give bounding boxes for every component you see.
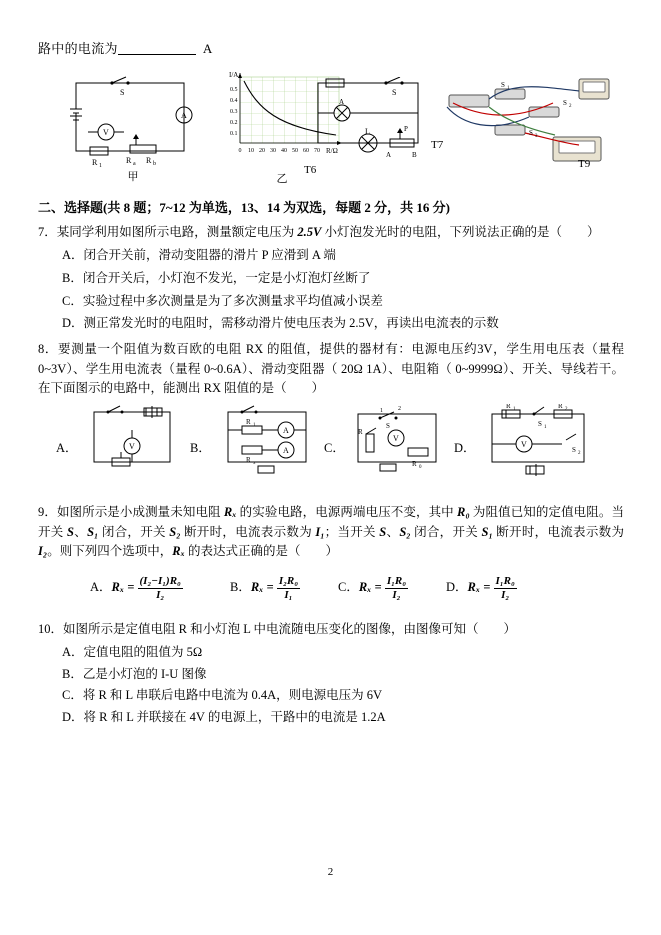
q9-fc-lhs: Rₓ = — [358, 580, 382, 595]
svg-text:50: 50 — [292, 147, 298, 154]
q8-choice-b-figure — [220, 404, 314, 480]
q9-s1: S₁ — [87, 524, 99, 539]
q8-choice-d-figure — [484, 404, 594, 480]
blank-underline — [118, 41, 196, 55]
q9-p14: 、 — [386, 524, 400, 539]
svg-text:1: 1 — [99, 162, 102, 167]
svg-text:1: 1 — [380, 408, 383, 415]
svg-text:S: S — [572, 446, 576, 455]
svg-text:b: b — [153, 160, 156, 167]
svg-text:P: P — [404, 124, 408, 133]
q9-formula-row — [38, 571, 624, 613]
figure-circuit-jia — [68, 75, 198, 184]
q10-stem: 如图所示是定值电阻 R 和小灯泡 L 中电流随电压变化的图像，由图像可知（ ） — [63, 622, 517, 637]
svg-text:2: 2 — [565, 407, 568, 413]
svg-text:R: R — [146, 155, 152, 165]
q7-stem-a: 某同学利用如图所示电路，测量额定电压为 — [56, 224, 298, 239]
q7-option-a: A．闭合开关前，滑动变阻器的滑片 P 应滑到 A 端 — [62, 248, 336, 263]
q9-fa-fraction — [138, 575, 183, 601]
q9-fd-label: D． — [446, 580, 468, 595]
q9-p12: ；当开关 — [324, 524, 380, 539]
svg-text:R: R — [246, 418, 251, 427]
svg-text:R: R — [246, 456, 251, 465]
q9-r0: R₀ — [457, 505, 470, 520]
svg-text:A: A — [339, 97, 345, 106]
top-fill-in-line — [38, 40, 624, 59]
q9-fc-fraction — [385, 575, 408, 601]
question-10 — [38, 620, 624, 639]
svg-text:0.1: 0.1 — [230, 130, 238, 137]
q9-fc-den: I₂ — [392, 589, 401, 602]
figure-caption-t9-wrap — [578, 157, 590, 170]
q7-option-c: C．实验过程中多次测量是为了多次测量求平均值减小误差 — [62, 293, 383, 308]
svg-text:70: 70 — [314, 147, 320, 154]
q9-fc-label: C． — [338, 580, 359, 595]
q9-fa-den: I₂ — [156, 589, 165, 602]
q9-number: 9． — [38, 505, 57, 520]
q9-p8: 闭合，开关 — [98, 524, 170, 539]
q7-option-d: D．测正常发光时的电阻时，需移动滑片使电压表为 2.5V，再读出电流表的示数 — [62, 316, 499, 331]
section-heading: 二、选择题(共 8 题；7~12 为单选，13、14 为双选，每题 2 分，共 16 分) — [38, 199, 450, 215]
svg-text:a: a — [133, 160, 136, 167]
q9-fd-den: I₂ — [501, 589, 510, 602]
svg-text:0.4: 0.4 — [230, 97, 238, 104]
q9-fb-label: B． — [230, 580, 251, 595]
q9-fa-num: (I₂−I₁)R₀ — [139, 575, 181, 588]
figure-caption-yi: 乙 — [276, 172, 288, 185]
q8-choice-d-label: D． — [454, 441, 476, 456]
svg-text:S: S — [529, 128, 533, 137]
svg-text:60: 60 — [303, 147, 309, 154]
q9-p4: 为阻值已知的定值电阻。当开关 — [38, 505, 624, 539]
svg-text:40: 40 — [281, 147, 287, 154]
q9-fa-lhs: Rₓ = — [111, 580, 135, 595]
svg-text:0.2: 0.2 — [230, 119, 238, 126]
q9-formula-a — [90, 575, 183, 601]
q10-option-b: B．乙是小灯泡的 I-U 图像 — [62, 666, 207, 681]
svg-text:S: S — [386, 422, 390, 431]
svg-text:S: S — [538, 420, 542, 429]
q8-choice-a-figure — [86, 404, 180, 480]
q9-fb-fraction — [277, 575, 300, 601]
q7-stem-b: 小灯泡发光时的电阻，下列说法正确的是（ ） — [321, 224, 600, 239]
svg-text:A: A — [386, 150, 392, 159]
svg-text:S: S — [563, 98, 567, 107]
svg-text:V: V — [521, 440, 527, 450]
q8-choice-b-label: B． — [190, 441, 211, 456]
svg-text:0: 0 — [238, 147, 242, 154]
svg-text:0.5: 0.5 — [230, 86, 238, 93]
q9-s2-b: S₂ — [399, 524, 411, 539]
q9-fc-num: I₁R₀ — [386, 575, 407, 588]
svg-text:R/Ω: R/Ω — [326, 146, 338, 155]
svg-text:x: x — [253, 461, 256, 467]
svg-text:30: 30 — [270, 147, 276, 154]
svg-text:A: A — [283, 426, 289, 436]
q9-s2: S₂ — [169, 524, 181, 539]
q10-option-c: C．将 R 和 L 串联后电路中电流为 0.4A，则电源电压为 6V — [62, 688, 383, 703]
svg-text:1: 1 — [513, 407, 516, 413]
q10-number: 10． — [38, 622, 64, 637]
svg-text:2: 2 — [578, 451, 581, 457]
svg-text:1: 1 — [544, 425, 547, 431]
q9-p22: 的表达式正确的是（ ） — [184, 544, 338, 559]
figure-caption-t6: T6 — [304, 163, 317, 176]
question-9 — [38, 503, 624, 561]
q9-p2: 的实验电路，电源两端电压不变，其中 — [236, 505, 457, 520]
q9-fd-num: I₁R₀ — [495, 575, 515, 588]
q9-s-b: S — [379, 524, 387, 539]
svg-text:R: R — [506, 404, 511, 411]
svg-text:S: S — [501, 80, 505, 89]
figure-caption-jia: 甲 — [127, 170, 139, 183]
q9-formula-c — [338, 575, 408, 601]
svg-text:1: 1 — [253, 423, 256, 429]
q10-option-d: D．将 R 和 L 并联接在 4V 的电源上，干路中的电流是 1.2A — [62, 710, 386, 725]
q8-number: 8． — [38, 342, 59, 357]
q8-stem: 要测量一个阻值为数百欧的电阻 RX 的阻值，提供的器材有：电源电压约3V，学生用电压表（量程 0~3V）、学生用电流表（量程 0~0.6A）、滑动变阻器（ 20Ω 1A）、电阻箱（ 0~9999Ω）、开关、导线若干。在下面图示的电路中，能测出 RX 阻值的是（ ） — [38, 342, 624, 395]
question-8 — [38, 340, 624, 398]
q8-choices-row — [38, 404, 624, 496]
q9-p10: 断开时，电流表示数为 — [180, 524, 316, 539]
q9-fb-lhs: Rₓ = — [250, 580, 274, 595]
q8-choice-c-figure — [350, 404, 444, 480]
svg-text:V: V — [103, 127, 109, 137]
q8-choice-c-label: C． — [324, 441, 345, 456]
q9-p6: 、 — [73, 524, 88, 539]
svg-text:R: R — [558, 404, 563, 411]
q9-fa-label: A． — [90, 580, 112, 595]
q7-number: 7． — [38, 224, 57, 239]
q9-p0: 如图所示是小成测量未知电阻 — [56, 505, 224, 520]
svg-text:L: L — [365, 126, 370, 136]
svg-text:0.3: 0.3 — [230, 108, 238, 115]
svg-text:2: 2 — [398, 406, 401, 413]
page-number: 2 — [327, 866, 334, 878]
svg-text:R: R — [92, 157, 98, 167]
svg-text:I/A: I/A — [229, 70, 239, 79]
svg-text:3: 3 — [535, 133, 538, 139]
svg-text:B: B — [412, 150, 417, 159]
svg-text:V: V — [393, 434, 399, 444]
q9-i2: I₂ — [38, 544, 48, 559]
q8-choice-a-label: A． — [56, 441, 78, 456]
q7-stem-value: 2.5V — [297, 224, 322, 239]
q9-s: S — [67, 524, 74, 539]
q9-formula-d — [446, 575, 517, 601]
q9-p16: 闭合，开关 — [410, 524, 482, 539]
q9-formula-b — [230, 575, 300, 601]
figure-caption-t7: T7 — [431, 138, 444, 151]
svg-text:A: A — [181, 110, 187, 120]
q9-p18: 断开时，电流表示数为 — [492, 524, 624, 539]
svg-text:10: 10 — [248, 147, 254, 154]
page-content — [38, 40, 624, 727]
svg-text:V: V — [129, 442, 135, 452]
q9-fb-num: I₂R₀ — [278, 575, 299, 588]
svg-text:1: 1 — [507, 85, 510, 91]
svg-text:R: R — [358, 428, 363, 437]
q10-option-a: A．定值电阻的阻值为 5Ω — [62, 644, 203, 659]
q7-option-b: B．闭合开关后，小灯泡不发光，一定是小灯泡灯丝断了 — [62, 270, 371, 285]
question-7 — [38, 223, 624, 242]
figure-row — [38, 69, 624, 189]
top-line-unit: A — [202, 41, 213, 56]
figure-caption-t9: T9 — [578, 157, 591, 170]
svg-text:20: 20 — [259, 147, 265, 154]
q9-p20: 。则下列四个选项中， — [47, 544, 173, 559]
svg-text:R: R — [126, 155, 132, 165]
top-line-text: 路中的电流为 — [38, 41, 118, 56]
svg-text:A: A — [283, 446, 289, 456]
svg-text:2: 2 — [569, 103, 572, 109]
svg-text:R: R — [412, 460, 417, 469]
q9-fb-den: I₁ — [284, 589, 293, 602]
q9-fd-lhs: Rₓ = — [467, 580, 491, 595]
figure-t7-t9-apparatus — [433, 73, 623, 151]
q9-i1: I₁ — [315, 524, 325, 539]
q9-fd-fraction — [494, 575, 517, 601]
q9-s1-b: S₁ — [481, 524, 493, 539]
svg-text:S: S — [120, 87, 125, 97]
svg-text:0: 0 — [419, 465, 422, 471]
svg-text:S: S — [392, 87, 397, 97]
q9-rx-b: Rₓ — [172, 544, 185, 559]
q9-rx: Rₓ — [223, 505, 237, 520]
